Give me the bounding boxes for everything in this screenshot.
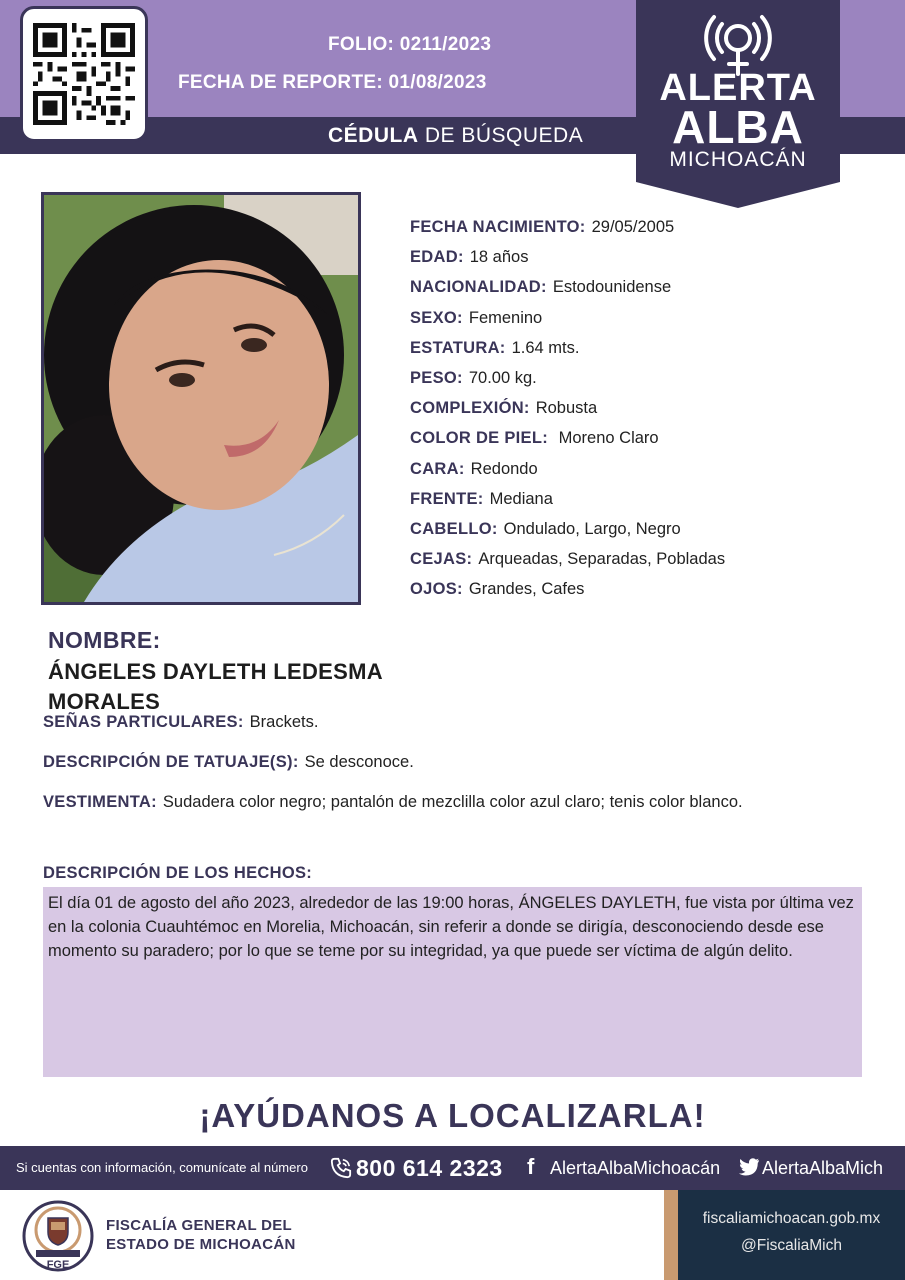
- field-face: [410, 458, 880, 488]
- badge-word-alba: ALBA: [672, 101, 804, 153]
- contact-facebook[interactable]: AlertaAlbaMichoacán: [550, 1158, 721, 1178]
- field-label: PESO:: [410, 368, 463, 387]
- field-label: CARA:: [410, 459, 465, 478]
- field-value: 29/05/2005: [591, 218, 675, 236]
- field-skin-color: [410, 427, 880, 457]
- document-title: [328, 124, 583, 148]
- field-value: Redondo: [470, 459, 538, 478]
- field-value: 18 años: [469, 248, 529, 267]
- clothing-label: VESTIMENTA:: [43, 793, 157, 811]
- report-date: FECHA DE REPORTE: 01/08/2023: [178, 72, 487, 93]
- field-label: FECHA NACIMIENTO:: [410, 218, 586, 236]
- fge-seal-icon: [22, 1200, 94, 1272]
- portrait-image: [44, 195, 358, 602]
- field-height: [410, 337, 880, 367]
- field-label: ESTATURA:: [410, 338, 506, 357]
- field-value: Robusta: [535, 399, 598, 418]
- field-label: CABELLO:: [410, 519, 498, 538]
- footer-links: [678, 1190, 905, 1280]
- qr-code[interactable]: [20, 6, 148, 142]
- field-label: EDAD:: [410, 248, 464, 267]
- field-value: Estodounidense: [552, 278, 672, 297]
- person-name: ÁNGELES DAYLETH LEDESMA MORALES: [48, 659, 383, 714]
- field-label: CEJAS:: [410, 550, 473, 569]
- clothing-value: Sudadera color negro; pantalón de mezclilla color azul claro; tenis color blanco.: [162, 793, 743, 811]
- facts-label: DESCRIPCIÓN DE LOS HECHOS:: [43, 864, 313, 882]
- facebook-icon: f: [527, 1154, 535, 1179]
- field-value: 70.00 kg.: [468, 368, 537, 387]
- field-build: [410, 397, 880, 427]
- field-value: 1.64 mts.: [511, 338, 580, 357]
- phone-icon: [330, 1156, 352, 1180]
- marks-label: SEÑAS PARTICULARES:: [43, 713, 244, 731]
- tattoo-value: Se desconoce.: [304, 753, 414, 771]
- field-label: NACIONALIDAD:: [410, 278, 547, 297]
- field-birth-date: [410, 216, 880, 246]
- badge-word-alerta: ALERTA: [659, 67, 817, 109]
- field-hair: [410, 518, 880, 548]
- call-to-action: ¡AYÚDANOS A LOCALIZARLA!: [199, 1097, 706, 1134]
- field-sex: [410, 307, 880, 337]
- field-value: Arqueadas, Separadas, Pobladas: [478, 550, 726, 569]
- field-weight: [410, 367, 880, 397]
- contact-twitter[interactable]: AlertaAlbaMich: [762, 1158, 884, 1178]
- qr-code-icon: [33, 19, 135, 129]
- institution-name-line1: FISCALÍA GENERAL DEL: [106, 1217, 293, 1234]
- distinguishing-marks: [43, 713, 318, 732]
- field-label: OJOS:: [410, 580, 463, 599]
- field-value: Mediana: [489, 489, 553, 508]
- footer-accent-bar: [664, 1190, 678, 1280]
- name-label: NOMBRE:: [48, 627, 161, 653]
- field-label: SEXO:: [410, 308, 463, 327]
- contact-bar: [0, 1146, 905, 1190]
- field-age: [410, 246, 880, 276]
- field-label: COLOR DE PIEL:: [410, 429, 549, 448]
- footer-twitter[interactable]: @FiscaliaMich: [741, 1237, 842, 1254]
- field-label: FRENTE:: [410, 489, 484, 508]
- tattoo-description: [43, 753, 414, 772]
- alerta-alba-logo: [636, 0, 840, 208]
- physical-description-list: [410, 216, 880, 608]
- field-eyebrows: [410, 548, 880, 578]
- institution-name: [106, 1216, 296, 1254]
- document-title-rest: DE BÚSQUEDA: [418, 124, 584, 147]
- field-value: Moreno Claro: [554, 429, 659, 448]
- field-value: Ondulado, Largo, Negro: [503, 519, 681, 538]
- svg-text:FGE: FGE: [46, 1259, 70, 1271]
- contact-phone[interactable]: 800 614 2323: [356, 1155, 503, 1181]
- field-label: COMPLEXIÓN:: [410, 399, 530, 418]
- marks-value: Brackets.: [249, 713, 319, 731]
- field-value: Femenino: [468, 308, 543, 327]
- field-forehead: [410, 488, 880, 518]
- contact-intro: Si cuentas con información, comunícate al número: [16, 1160, 308, 1175]
- missing-person-photo: [41, 192, 361, 605]
- twitter-icon: [738, 1157, 760, 1177]
- footer-institution: [0, 1190, 664, 1280]
- field-nationality: [410, 276, 880, 306]
- tattoo-label: DESCRIPCIÓN DE TATUAJE(S):: [43, 753, 299, 771]
- clothing-description: [43, 793, 743, 812]
- institution-name-line2: ESTADO DE MICHOACÁN: [106, 1236, 296, 1253]
- badge-word-state: MICHOACÁN: [669, 148, 807, 171]
- field-value: Grandes, Cafes: [468, 580, 585, 599]
- footer-website[interactable]: fiscaliamichoacan.gob.mx: [702, 1210, 881, 1227]
- field-eyes: [410, 578, 880, 608]
- folio-number: FOLIO: 0211/2023: [328, 34, 492, 55]
- document-title-bold: CÉDULA: [328, 124, 419, 147]
- facts-description: El día 01 de agosto del año 2023, alrededor de las 19:00 horas, ÁNGELES DAYLETH, fue vista por última vez en la colonia Cuauhtémoc en Morelia, Michoacán, sin referir a donde se dirigía, desconociendo desde ese momento su paradero; por lo que se teme por su integridad, ya que puede ser víctima de algún delito.: [43, 887, 862, 1077]
